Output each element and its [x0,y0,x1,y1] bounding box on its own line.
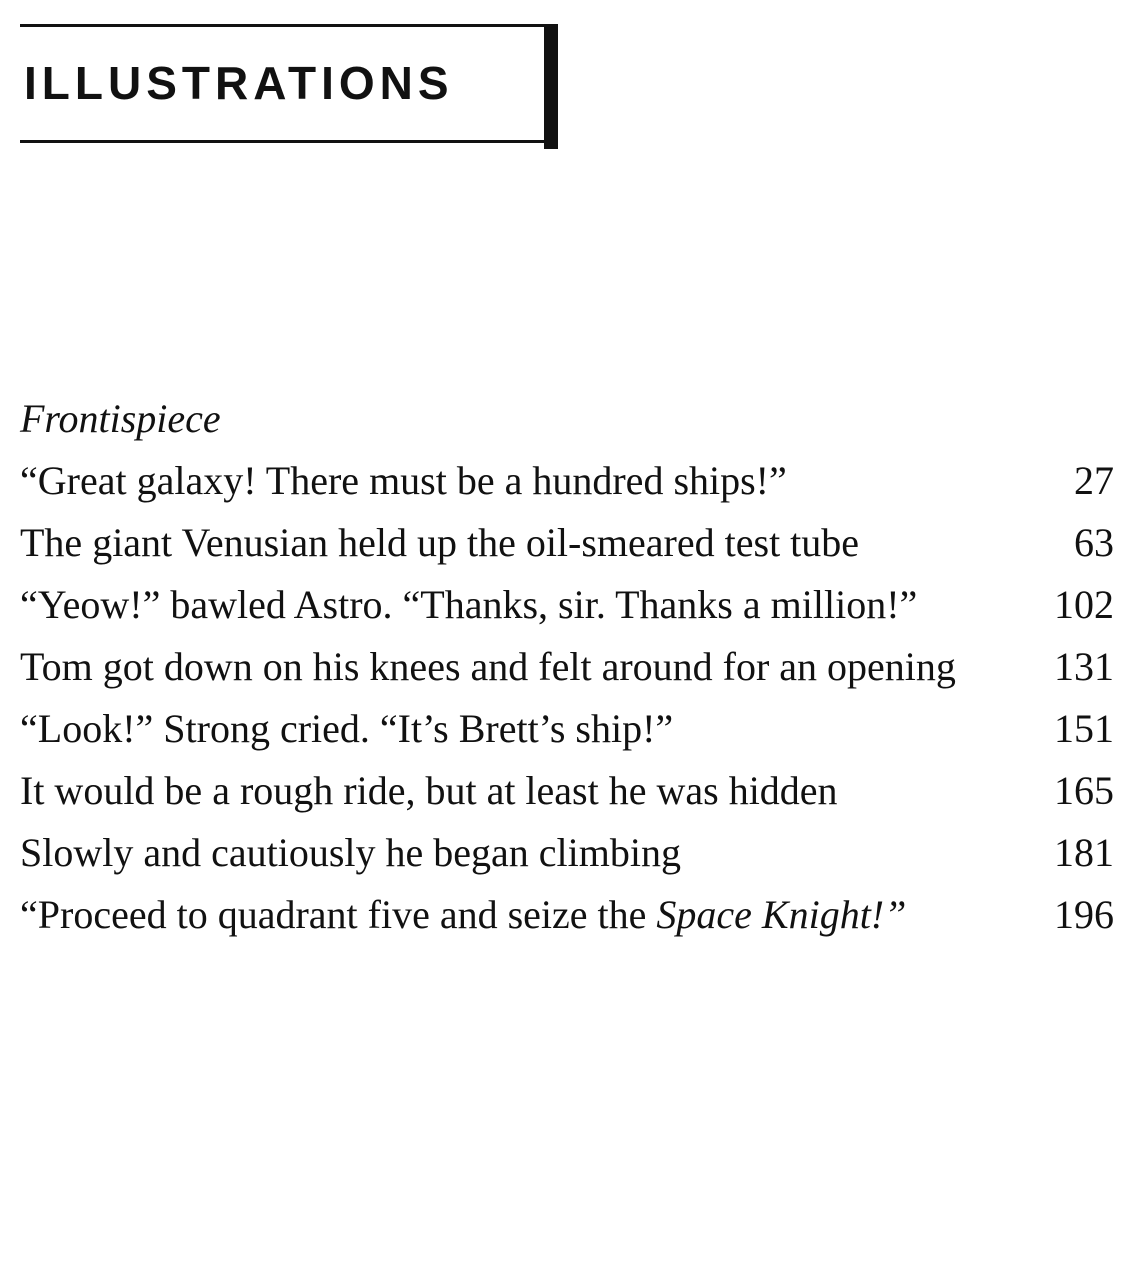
page-number: 131 [1054,644,1114,689]
list-item [20,698,1114,760]
caption-text: “Look!” Strong cried. “It’s Brett’s ship!” [20,706,674,751]
illustration-caption [20,698,1000,760]
list-item [20,822,1114,884]
list-item [20,450,1114,512]
caption-text: “Yeow!” bawled Astro. “Thanks, sir. Thanks a million!” [20,582,918,627]
page-number: 63 [1074,520,1114,565]
illustration-caption [20,512,1000,574]
caption-text: Slowly and cautiously he began climbing [20,830,681,875]
caption-text: “Great galaxy! There must be a hundred ships!” [20,458,787,503]
illustration-caption [20,636,1000,698]
page-number: 181 [1054,830,1114,875]
heading-frame-bar [544,24,558,149]
list-item [20,884,1114,946]
caption-text: It would be a rough ride, but at least he was hidden [20,768,838,813]
page-number: 102 [1054,582,1114,627]
illustrations-list [20,388,1114,946]
frontispiece-label: Frontispiece [20,396,221,441]
caption-text: Tom got down on his knees and felt around for an opening [20,644,956,689]
list-item [20,760,1114,822]
caption-text: “Proceed to quadrant five and seize the [20,892,657,937]
page-number: 27 [1074,458,1114,503]
list-item [20,636,1114,698]
illustration-caption [20,884,1000,946]
illustration-caption [20,822,1000,884]
page-number: 151 [1054,706,1114,751]
page-title: ILLUSTRATIONS [24,57,454,109]
illustration-caption [20,574,1000,636]
illustration-caption [20,450,1000,512]
list-item [20,574,1114,636]
illustration-caption [20,760,1000,822]
list-item [20,512,1114,574]
page-number: 196 [1054,892,1114,937]
caption-ship-name: Space Knight!” [656,892,907,937]
page-number: 165 [1054,768,1114,813]
caption-text: The giant Venusian held up the oil-smeared test tube [20,520,860,565]
